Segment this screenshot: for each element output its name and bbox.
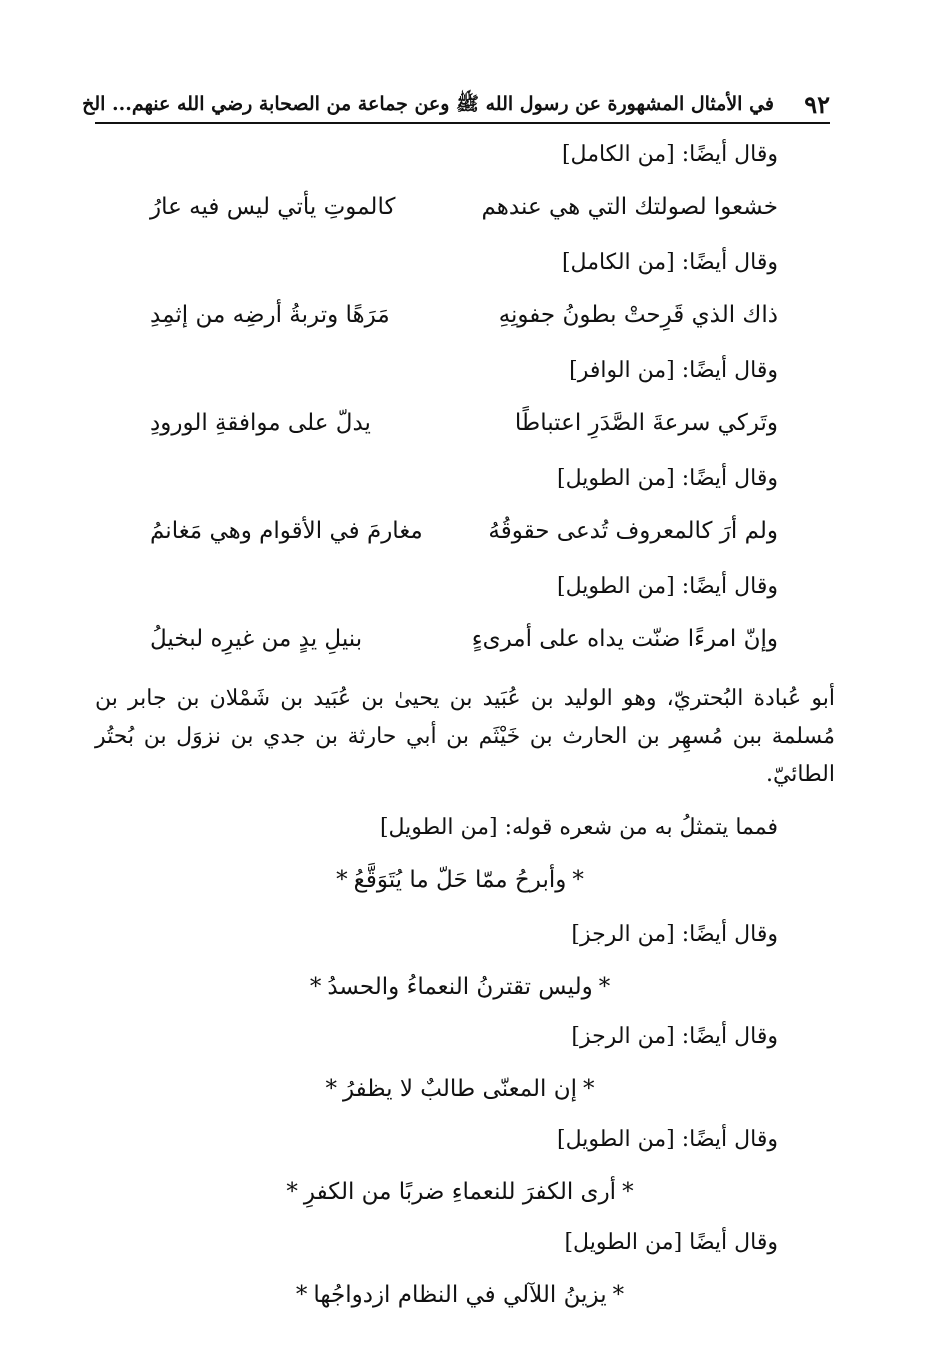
verse-first-hemistich: وتَركي سرعةَ الصَّدَرِ اعتباطًا [514,410,778,436]
verse-text: إن المعنّى طالبٌ لا يظفرُ [342,1076,578,1102]
verse-first-hemistich: ذاك الذي قَرِحتْ بطونُ جفونِهِ [498,302,778,328]
star-ornament: * [295,1282,308,1308]
example-intro: وقال أيضًا: [من الرجز] [571,922,778,947]
verse-intro: وقال أيضًا: [من الكامل] [561,142,778,167]
verse-first-hemistich: ولم أرَ كالمعروف تُدعى حقوقُهُ [488,518,778,544]
single-verse [240,974,680,1000]
verse-text: أرى الكفرَ للنعماءِ ضربًا من الكفرِ [303,1179,617,1205]
verse-first-hemistich: خشعوا لصولتك التي هي عندهم [481,194,778,220]
page-header [82,86,830,122]
example-intro: وقال أيضًا: [من الطويل] [557,1127,778,1152]
star-ornament: * [325,1076,337,1102]
verse-intro: وقال أيضًا: [من الطويل] [557,574,778,599]
star-ornament: * [572,867,584,893]
star-ornament: * [286,1179,298,1205]
example-intro: وقال أيضًا [من الطويل] [564,1230,778,1255]
running-title: في الأمثال المشهورة عن رسول الله ﷺ وعن جماعة من الصحابة رضي الله عنهم... الخ [82,93,774,115]
star-ornament: * [622,1179,634,1205]
verse-second-hemistich: مَرَهًا وتربةُ أرضِه من إثمِدِ [150,302,390,328]
verse-second-hemistich: بنيلِ يدٍ من غيرِه لبخيلُ [150,626,363,652]
example-intro: وقال أيضًا: [من الرجز] [571,1024,778,1049]
star-ornament: * [309,974,322,1000]
single-verse [240,867,680,893]
verse-text: وليس تقترنُ النعماءُ والحسدُ [327,974,593,1000]
verse-second-hemistich: كالموتِ يأتي ليس فيه عارُ [150,194,396,220]
verse-intro: وقال أيضًا: [من الطويل] [557,466,778,491]
star-ornament: * [583,1076,595,1102]
verse-intro: وقال أيضًا: [من الكامل] [561,250,778,275]
header-rule [95,122,830,124]
single-verse [240,1179,680,1205]
verse-first-hemistich: وإنّ امرءًا ضنّت يداه على أمرىءٍ [471,626,778,652]
star-ornament: * [598,974,611,1000]
page-number: ٩٢ [804,90,830,119]
verse-second-hemistich: يدلّ على موافقةِ الورودِ [150,410,371,436]
single-verse [240,1076,680,1102]
star-ornament: * [612,1282,625,1308]
verse-second-hemistich: مغارمَ في الأقوام وهي مَغانمُ [150,518,423,544]
example-intro: فمما يتمثلُ به من شعره قوله: [من الطويل] [379,815,778,840]
verse-text: وأبرحُ ممّا حَلّ ما يُتَوَقَّعُ [353,867,567,893]
verse-text: يزينُ اللآلي في النظام ازدواجُها [313,1282,607,1308]
star-ornament: * [336,867,348,893]
verse-intro: وقال أيضًا: [من الوافر] [569,358,778,383]
single-verse [240,1282,680,1308]
biography-paragraph: أبو عُبادة البُحتريّ، وهو الوليد بن عُبَيد بن يحيىٰ بن عُبَيد بن شَمْلان بن جابر بن مُسلمة ببن مُسهِر بن الحارث بن خَيْثَم بن أبي حارثة بن جدي بن نزوَل بن بُحتُر الطائيّ. [95,686,835,787]
